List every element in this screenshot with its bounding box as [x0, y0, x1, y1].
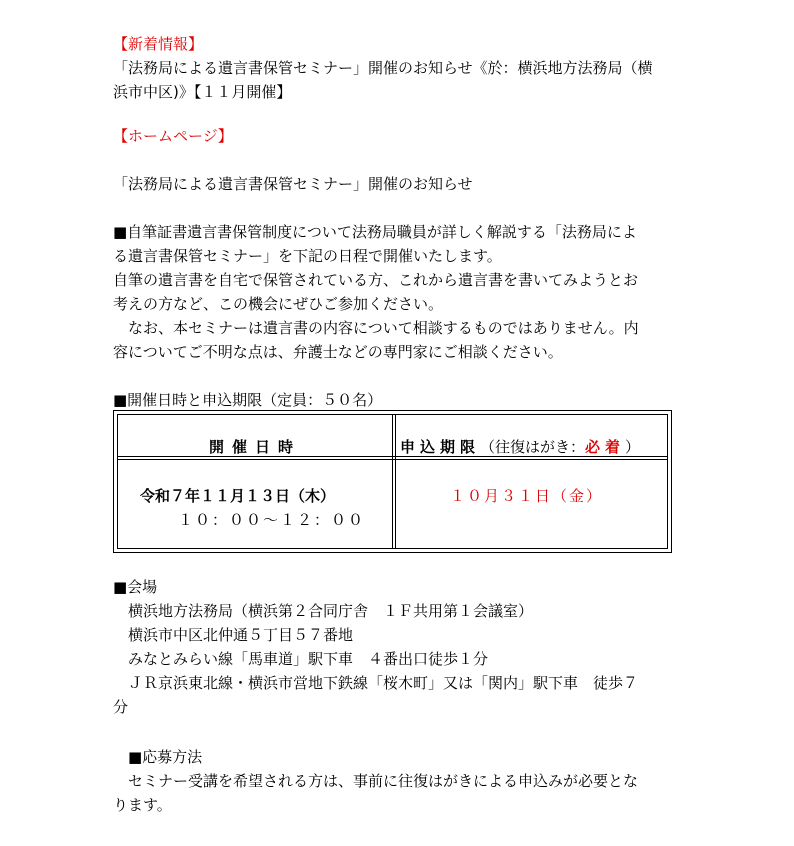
venue-line-5: 分 [113, 698, 129, 716]
homepage-section [113, 124, 693, 148]
schedule-heading: ■開催日時と申込期限（定員：５０名） [113, 391, 383, 409]
venue-line-4: ＪＲ京浜東北線・横浜市営地下鉄線「桜木町」又は「関内」駅下車 徒歩７ [113, 674, 639, 692]
venue-line-3: みなとみらい線「馬車道」駅下車 ４番出口徒歩１分 [113, 650, 489, 668]
header-required-label: 必着 [585, 438, 626, 456]
news-section [113, 32, 693, 104]
schedule-heading-block [113, 388, 693, 412]
homepage-title: 「法務局による遺言書保管セミナー」開催のお知らせ [113, 175, 473, 193]
intro-p1b: る遺言書保管セミナー」を下記の日程で開催いたします。 [113, 247, 502, 265]
header-deadline-label: 申込期限 [400, 438, 481, 456]
schedule-table-inner [117, 414, 668, 549]
venue-line-1: 横浜地方法務局（横浜第２合同庁舎 １Ｆ共用第１会議室） [113, 602, 534, 620]
seminar-time: １０：００～１２：００ [178, 511, 366, 529]
intro-p2b: 考えの方など、この機会にぜひご参加ください。 [113, 295, 444, 313]
header-deadline-close: ） [625, 438, 641, 456]
venue-line-2: 横浜市中区北仲通５丁目５７番地 [113, 626, 354, 644]
news-line-1: 「法務局による遺言書保管セミナー」開催のお知らせ《於：横浜地方法務局（横 [113, 59, 653, 77]
seminar-date: 令和７年１１月１３日（木） [140, 487, 336, 505]
apply-line-1: セミナー受講を希望される方は、事前に往復はがきによる申込みが必要とな [113, 772, 639, 790]
news-heading: 【新着情報】 [113, 35, 204, 53]
intro-p2a: 自筆の遺言書を自宅で保管されている方、これから遺言書を書いてみようとお [113, 271, 639, 289]
intro-section [113, 220, 693, 364]
homepage-title-block [113, 172, 693, 196]
intro-p1a: ■自筆証書遺言書保管制度について法務局職員が詳しく解説する「法務局によ [113, 223, 637, 241]
table-column-divider [392, 415, 396, 548]
header-date-time: 開催日時 [208, 438, 301, 456]
intro-p3a: なお、本セミナーは遺言書の内容について相談するものではありません。内 [113, 319, 639, 337]
venue-heading: ■会場 [113, 578, 158, 596]
schedule-table [113, 410, 672, 553]
header-deadline-note: （往復はがき： [480, 438, 586, 456]
news-line-2: 浜市中区)》【１１月開催】 [113, 83, 292, 101]
intro-p3b: 容についてご不明な点は、弁護士などの専門家にご相談ください。 [113, 343, 563, 361]
apply-line-2: ります。 [113, 796, 172, 814]
apply-heading: ■応募方法 [113, 748, 203, 766]
header-deadline [400, 436, 640, 458]
homepage-heading: 【ホームページ】 [113, 127, 233, 145]
venue-section [113, 575, 693, 719]
application-deadline: １０月３１日（金） [450, 487, 604, 505]
apply-section [113, 745, 693, 817]
